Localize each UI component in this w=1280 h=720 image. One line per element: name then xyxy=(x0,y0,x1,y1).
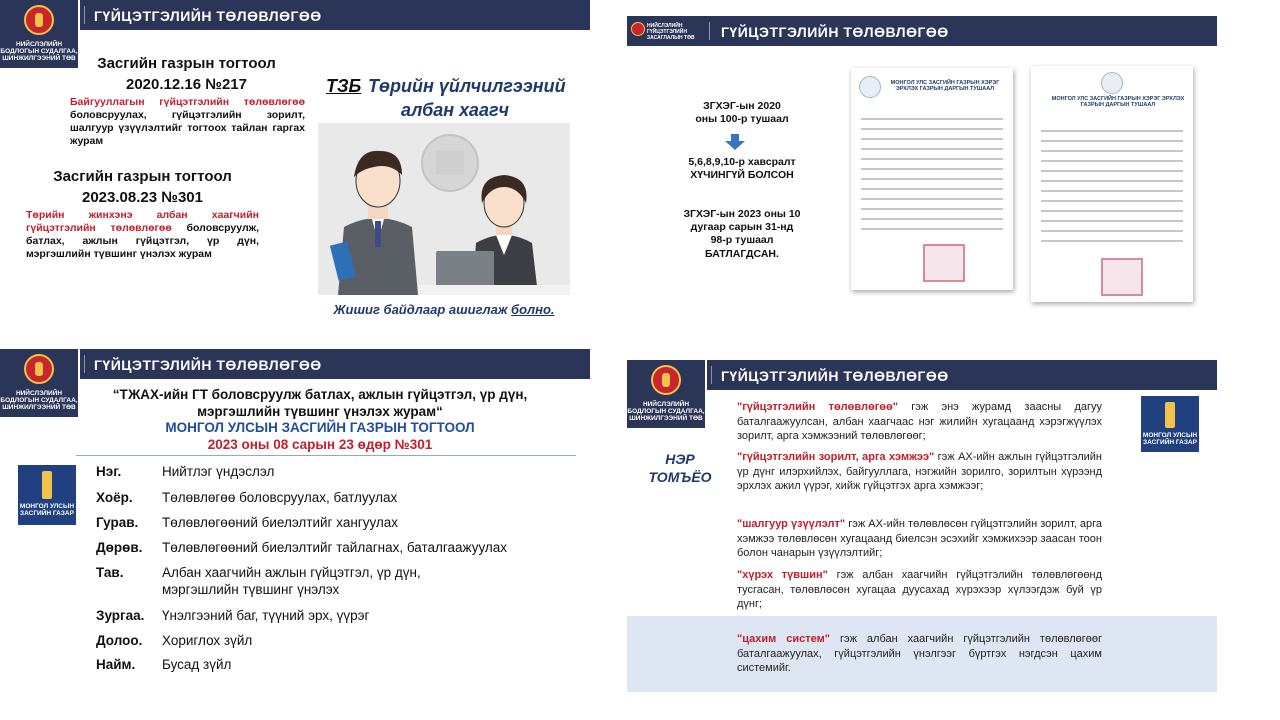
right-title-line2: албан хаагч xyxy=(400,100,510,120)
soyombo-icon xyxy=(1165,402,1175,428)
mongolian-government-logo: МОНГОЛ УЛСЫН ЗАСГИЙН ГАЗАР xyxy=(18,465,76,525)
emblem-icon xyxy=(24,5,54,35)
slide-1 xyxy=(0,0,590,332)
appendices-text: 5,6,8,9,10-р хавсралт xyxy=(688,156,796,168)
header-title: ГҮЙЦЭТГЭЛИЙН ТӨЛӨВЛӨГӨӨ xyxy=(721,24,949,40)
resolution-1-text: Байгууллагын гүйцэтгэлийн төлөвлөгөө боловсруулах, гүйцэтгэлийн зорилт, шалгуур үзүүлэлтийг тогтоох тайлан гаргах журам xyxy=(70,96,305,147)
soyombo-icon xyxy=(42,471,52,499)
order-2020-text: ЗГХЭГ-ын 2020 оны 100-р тушаал xyxy=(695,100,789,125)
emblem-icon xyxy=(631,22,645,36)
procedure-title: “ТЖАХ-ийн ГТ боловсруулж батлах, ажлын гүйцэтгэл, үр дүн, мэргэшлийн түвшинг үнэлэх журам“ xyxy=(112,387,528,419)
terminology-heading: НЭР ТОМЪЁО xyxy=(648,451,712,485)
agency-logo xyxy=(627,360,705,428)
slide-header xyxy=(707,360,1217,390)
logo-text: НИЙСЛЭЛИЙН БОДЛОГЫН СУДАЛГАА, ШИНЖИЛГЭЭНИЙ ТӨВ xyxy=(627,401,705,422)
mongolian-government-logo: МОНГОЛ УЛСЫН ЗАСГИЙН ГАЗАР xyxy=(1141,396,1199,452)
definition-item: "гүйцэтгэлийн зорилт, арга хэмжээ" гэж АХ-ийн ажлын гүйцэтгэлийн үр дүнг илэрхийлэх, байгууллага, нэгжийн зорилго, зорилтын хүрээнд эрхлэх ажил үүрэг, хийж гүйцэтгэх арга хэмжээг; xyxy=(737,451,1102,492)
slide-header xyxy=(80,349,590,379)
agency-logo xyxy=(0,0,78,68)
logo-text: НИЙСЛЭЛИЙН БОДЛОГЫН СУДАЛГАА, ШИНЖИЛГЭЭНИЙ ТӨВ xyxy=(0,390,78,411)
emblem-icon xyxy=(651,365,681,395)
small-logo-text: НИЙСЛЭЛИЙН ГҮЙЦЭТГЭЛИЙН ЗАСАГЛАЛЫН ТӨВ xyxy=(647,23,695,41)
right-title-line1: Төрийн үйлчилгээний xyxy=(368,76,566,96)
illustration-caption: Жишиг байдлаар ашиглаж болно. xyxy=(333,302,555,317)
tzb-label: ТЗБ xyxy=(326,76,362,96)
order-document-2020: МОНГОЛ УЛС ЗАСГИЙН ГАЗРЫН ХЭРЭГ ЭРХЛЭХ ГАЗРЫН ДАРГЫН ТУШААЛ xyxy=(851,68,1013,290)
resolution-1-title: Засгийн газрын тогтоол xyxy=(97,55,276,72)
header-title: ГҮЙЦЭТГЭЛИЙН ТӨЛӨВЛӨГӨӨ xyxy=(721,368,949,384)
agency-logo xyxy=(0,349,78,417)
resolution-date: 2023 оны 08 сарын 23 өдөр №301 xyxy=(207,437,433,452)
order-2023-text: ЗГХЭГ-ын 2023 оны 10 дугаар сарын 31-нд 98-р тушаал xyxy=(683,208,801,246)
definition-item: "хүрэх түвшин" гэж албан хаагчийн гүйцэтгэлийн төлөвлөгөөнд тусгасан, төлөвлөсөн хугацаа дуусахад хүрэхээр хүлээгдэж буй үр дүнг; xyxy=(737,569,1103,610)
government-resolution-title: МОНГОЛ УЛСЫН ЗАСГИЙН ГАЗРЫН ТОГТООЛ xyxy=(165,420,475,435)
slide-3: НИЙСЛЭЛИЙН БОДЛОГЫН СУДАЛГАА, ШИНЖИЛГЭЭНИЙ ТӨВ ГҮЙЦЭТГЭЛИЙН ТӨЛӨВЛӨГӨӨ “ТЖАХ-ийн ГТ боловсруулж батлах, ажлын гүйцэтгэл, үр дүн, мэргэшлийн түвшинг үнэлэх журам“ МОНГОЛ УЛСЫН ЗАСГИЙН ГАЗРЫН ТОГТООЛ 2023 оны 08 сарын 23 өдөр №301 МОНГОЛ УЛСЫН ЗАСГИЙН ГАЗАР Нэг. Нийтлэг үндэслэл Хоёр. Төлөвлөгөө боловсруулах, батлуулах Гурав. Төлөвлөгөөний биелэлтийг хангуулах Дөрөв. Төлөвлөгөөний биелэлтийг тайлагнах, баталгаажуулах Тав. Албан хаагчийн ажлын гүйцэтгэл, үр дүн, мэргэшлийн түвшинг үнэлэх Зургаа. Үнэлгээний баг, түүний эрх, үүрэг Долоо. Хориглох зүйл Найм. Бусад зүйл xyxy=(0,349,590,701)
slide-2 xyxy=(627,16,1217,332)
resolution-2-text: Төрийн жинхэнэ албан хаагчийн гүйцэтгэлийн төлөвлөгөө боловсруулж, батлах, ажлын гүйцэтгэл, үр дүн, мэргэшлийн түвшинг үнэлэх журам xyxy=(26,209,259,260)
order-document-2023: МОНГОЛ УЛС ЗАСГИЙН ГАЗРЫН ХЭРЭГ ЭРХЛЭХ ГАЗРЫН ДАРГЫН ТУШААЛ xyxy=(1031,66,1193,302)
invalidated-text: ХҮЧИНГҮЙ БОЛСОН xyxy=(690,169,794,181)
official-stamp xyxy=(1101,258,1143,296)
slide-header xyxy=(627,16,1217,46)
resolution-2-number: 2023.08.23 №301 xyxy=(82,189,203,206)
header-title: ГҮЙЦЭТГЭЛИЙН ТӨЛӨВЛӨГӨӨ xyxy=(94,8,322,24)
slide-header xyxy=(80,0,590,30)
header-title: ГҮЙЦЭТГЭЛИЙН ТӨЛӨВЛӨГӨӨ xyxy=(94,357,322,373)
official-stamp xyxy=(923,244,965,282)
emblem-icon xyxy=(24,354,54,384)
slide-4 xyxy=(627,360,1217,692)
definition-item: "гүйцэтгэлийн төлөвлөгөө" гэж энэ журамд заасны дагуу баталгаажуулсан, албан хаагчаас нэг жилийн хугацаанд хэрэгжүүлэх зорилт, арга хэмжээний төлөвлөгөөг; xyxy=(737,401,1102,442)
definition-item: "шалгуур үзүүлэлт" гэж АХ-ийн төлөвлөсөн гүйцэтгэлийн зорилт, арга хэмжээ төлөвлөсөн хугацаанд биелсэн эсэхийг хэмжихээр заасан тоон болон чанарын үзүүлэлтийг; xyxy=(737,518,1103,559)
divider xyxy=(76,455,576,456)
office-workers-illustration xyxy=(318,123,570,295)
resolution-1-number: 2020.12.16 №217 xyxy=(126,76,247,93)
resolution-2-title: Засгийн газрын тогтоол xyxy=(53,168,232,185)
logo-text: НИЙСЛЭЛИЙН БОДЛОГЫН СУДАЛГАА, ШИНЖИЛГЭЭНИЙ ТӨВ xyxy=(0,41,78,62)
arrow-down-icon xyxy=(725,134,745,150)
approved-text: БАТЛАГДСАН. xyxy=(705,248,779,260)
definition-item: "цахим систем" гэж албан хаагчийн гүйцэтгэлийн төлөвлөгөөг баталгаажуулах, гүйцэтгэлийн үнэлгээг бүртгэх нэгдсэн цахим системийг. xyxy=(737,633,1102,674)
